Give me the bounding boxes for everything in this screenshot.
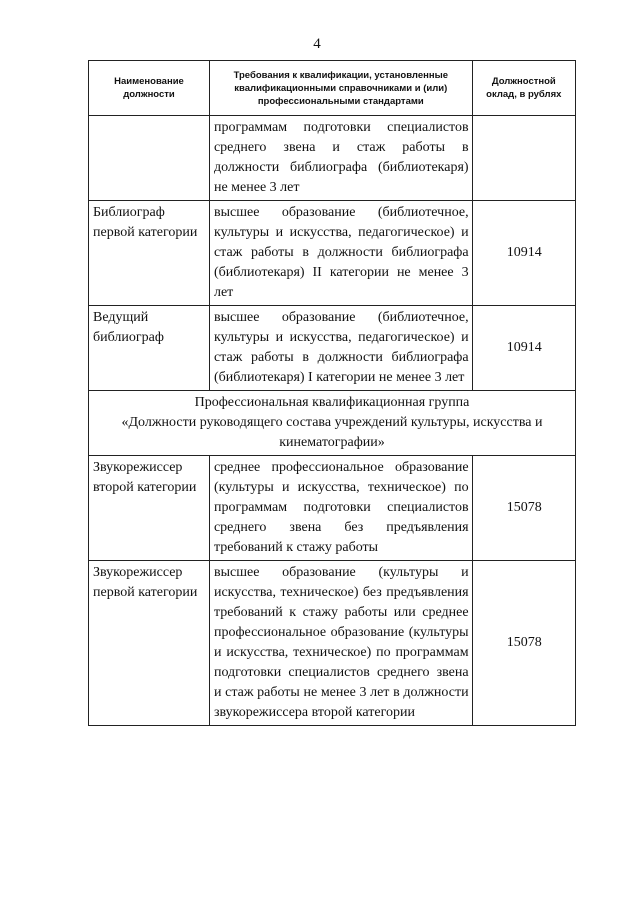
page-number: 4 xyxy=(313,36,321,52)
position-cell: Библиограф первой категории xyxy=(89,201,210,306)
requirements-cell: программам подготовки специалистов среднего звена и стаж работы в должности библиографа (библиотекаря) не менее 3 лет xyxy=(209,116,472,201)
requirements-cell: высшее образование (библиотечное, культуры и искусства, педагогическое) и стаж работы в должности библиографа (библиотекаря) II категории не менее 3 лет xyxy=(209,201,472,306)
header-position: Наименование должности xyxy=(89,61,210,116)
requirements-cell: среднее профессиональное образование (культуры и искусства, техническое) по программам подготовки специалистов среднего звена без предъявления требований к стажу работы xyxy=(209,456,472,561)
table-row xyxy=(89,201,576,306)
salary-cell: 15078 xyxy=(472,456,575,561)
salary-cell: 15078 xyxy=(472,561,575,726)
table-row xyxy=(89,116,576,201)
table-row xyxy=(89,561,576,726)
requirements-cell: высшее образование (культуры и искусства, техническое) без предъявления требований к стажу работы или среднее профессиональное образование (культуры и искусства, техническое) по программам подготовки специалистов среднего звена и стаж работы не менее 3 лет в должности звукорежиссера второй категории xyxy=(209,561,472,726)
position-cell: Ведущий библиограф xyxy=(89,306,210,391)
salary-cell: 10914 xyxy=(472,306,575,391)
table-row xyxy=(89,456,576,561)
table-header-row xyxy=(89,61,576,116)
requirements-cell: высшее образование (библиотечное, культуры и искусства, педагогическое) и стаж работы в должности библиографа (библиотекаря) I категории не менее 3 лет xyxy=(209,306,472,391)
table-row xyxy=(89,306,576,391)
salary-cell xyxy=(472,116,575,201)
group-heading-line1: Профессиональная квалификационная группа xyxy=(194,395,470,410)
salary-table xyxy=(88,60,576,726)
position-cell: Звукорежиссер первой категории xyxy=(89,561,210,726)
salary-cell: 10914 xyxy=(472,201,575,306)
group-heading-line2: «Должности руководящего состава учреждений культуры, искусства и кинематографии» xyxy=(121,415,543,450)
group-heading-cell xyxy=(89,391,576,456)
position-cell: Звукорежиссер второй категории xyxy=(89,456,210,561)
position-cell xyxy=(89,116,210,201)
group-heading-row xyxy=(89,391,576,456)
header-salary: Должностной оклад, в рублях xyxy=(472,61,575,116)
header-requirements: Требования к квалификации, установленные квалификационными справочниками и (или) профессиональными стандартами xyxy=(209,61,472,116)
